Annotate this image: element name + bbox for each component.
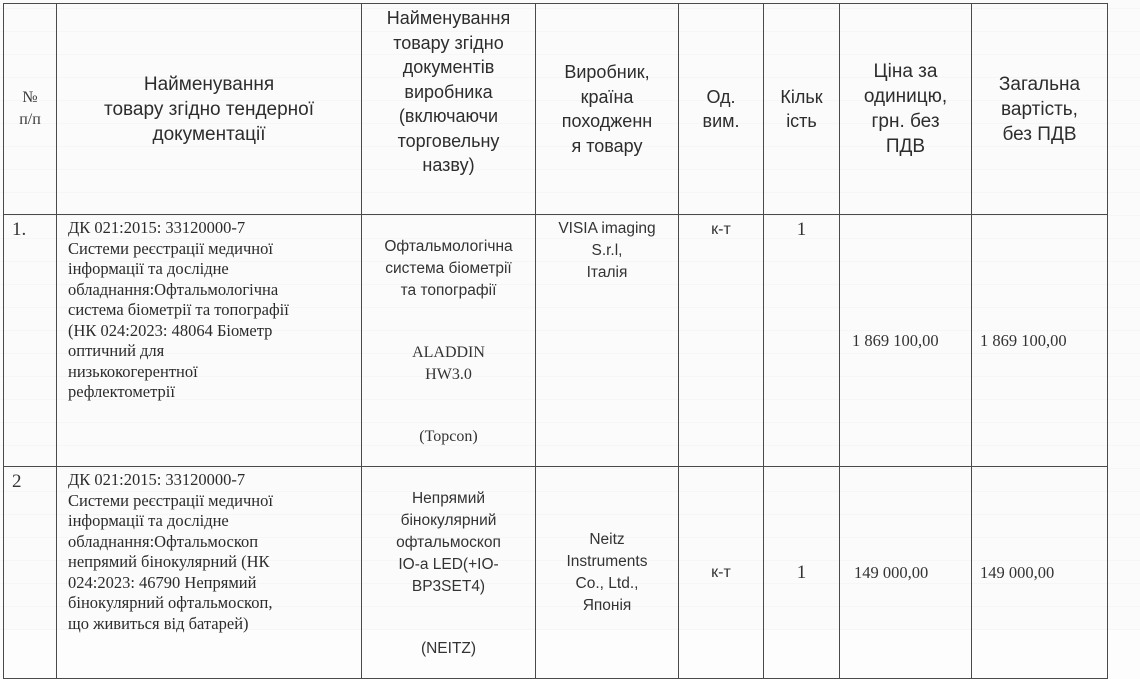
- row-product-brand: (NEITZ): [420, 640, 477, 657]
- row-quantity-cell: [764, 215, 840, 467]
- header-cell-unit-price: [840, 4, 972, 215]
- header-number-label: № п/п: [19, 89, 41, 128]
- table-row: [4, 215, 1108, 467]
- row-manufacturer: Neitz Instruments Co., Ltd., Японія: [566, 530, 648, 614]
- header-cell-name-manufacturer: [362, 4, 536, 215]
- table-header-row: [4, 4, 1108, 215]
- row-number-cell: [4, 215, 57, 467]
- row-number: 1.: [12, 219, 27, 240]
- row-unit-price-cell: [840, 467, 972, 679]
- procurement-items-table: [3, 3, 1108, 679]
- row-description: ДК 021:2015: 33120000-7 Системи реєстрації медичної інформації та дослідне обладнання:Офтальмоскоп непрямий бінокулярний (НК 024:2023: 46790 Непрямий бінокулярний офтальмоскоп, що живиться від батарей): [68, 470, 273, 633]
- row-total: 1 869 100,00: [980, 330, 1067, 350]
- row-unit-price: 1 869 100,00: [852, 330, 939, 350]
- row-manufacturer: VISIA imaging S.r.l, Італія: [558, 220, 656, 281]
- header-cell-number: [4, 4, 57, 215]
- row-product-model: ALADDIN HW3.0: [412, 344, 485, 383]
- row-unit-cell: [679, 467, 764, 679]
- header-unit-label: Од. вим.: [702, 86, 740, 131]
- row-product-cell: [362, 215, 536, 467]
- row-unit-price-cell: [840, 215, 972, 467]
- header-name-tender-label: Найменування товару згідно тендерної документації: [103, 73, 315, 145]
- row-unit-cell: [679, 215, 764, 467]
- header-cell-manufacturer: [536, 4, 679, 215]
- row-quantity: 1: [796, 561, 807, 583]
- row-description-cell: [57, 215, 362, 467]
- row-number: 2: [12, 471, 22, 492]
- row-unit: к-т: [711, 221, 731, 238]
- row-product-cell: [362, 467, 536, 679]
- header-cell-name-tender: [57, 4, 362, 215]
- row-total-cell: [972, 467, 1108, 679]
- row-description: ДК 021:2015: 33120000-7 Системи реєстрації медичної інформації та дослідне обладнання:Офтальмологічна система біометрії та топографії (НК 024:2023: 48064 Біометр оптичний для низькокогерентної рефлектометрії: [68, 218, 289, 401]
- row-unit-price: 149 000,00: [854, 562, 929, 582]
- header-quantity-label: Кільк ість: [780, 86, 823, 131]
- row-number-cell: [4, 467, 57, 679]
- row-unit: к-т: [711, 563, 731, 581]
- row-manufacturer-cell: [536, 467, 679, 679]
- header-cell-quantity: [764, 4, 840, 215]
- row-total: 149 000,00: [980, 562, 1055, 582]
- header-name-manufacturer-label: Найменування товару згідно документів виробника (включаючи торговельну назву): [386, 8, 511, 175]
- header-manufacturer-label: Виробник, країна походженн я товару: [561, 62, 653, 156]
- table-row: [4, 467, 1108, 679]
- row-quantity-cell: [764, 467, 840, 679]
- row-product-name: Офтальмологічна система біометрії та топографії: [384, 238, 513, 299]
- header-total-label: Загальна вартість, без ПДВ: [998, 73, 1081, 145]
- row-quantity: 1: [796, 219, 807, 240]
- row-description-cell: [57, 467, 362, 679]
- header-unit-price-label: Ціна за одиницю, грн. без ПДВ: [863, 61, 948, 157]
- row-manufacturer-cell: [536, 215, 679, 467]
- header-cell-unit: [679, 4, 764, 215]
- header-cell-total: [972, 4, 1108, 215]
- row-product-name: Непрямий бінокулярний офтальмоскоп IO-a LED(+IO- BP3SET4): [396, 490, 501, 595]
- row-total-cell: [972, 215, 1108, 467]
- row-product-brand: (Topcon): [419, 428, 478, 445]
